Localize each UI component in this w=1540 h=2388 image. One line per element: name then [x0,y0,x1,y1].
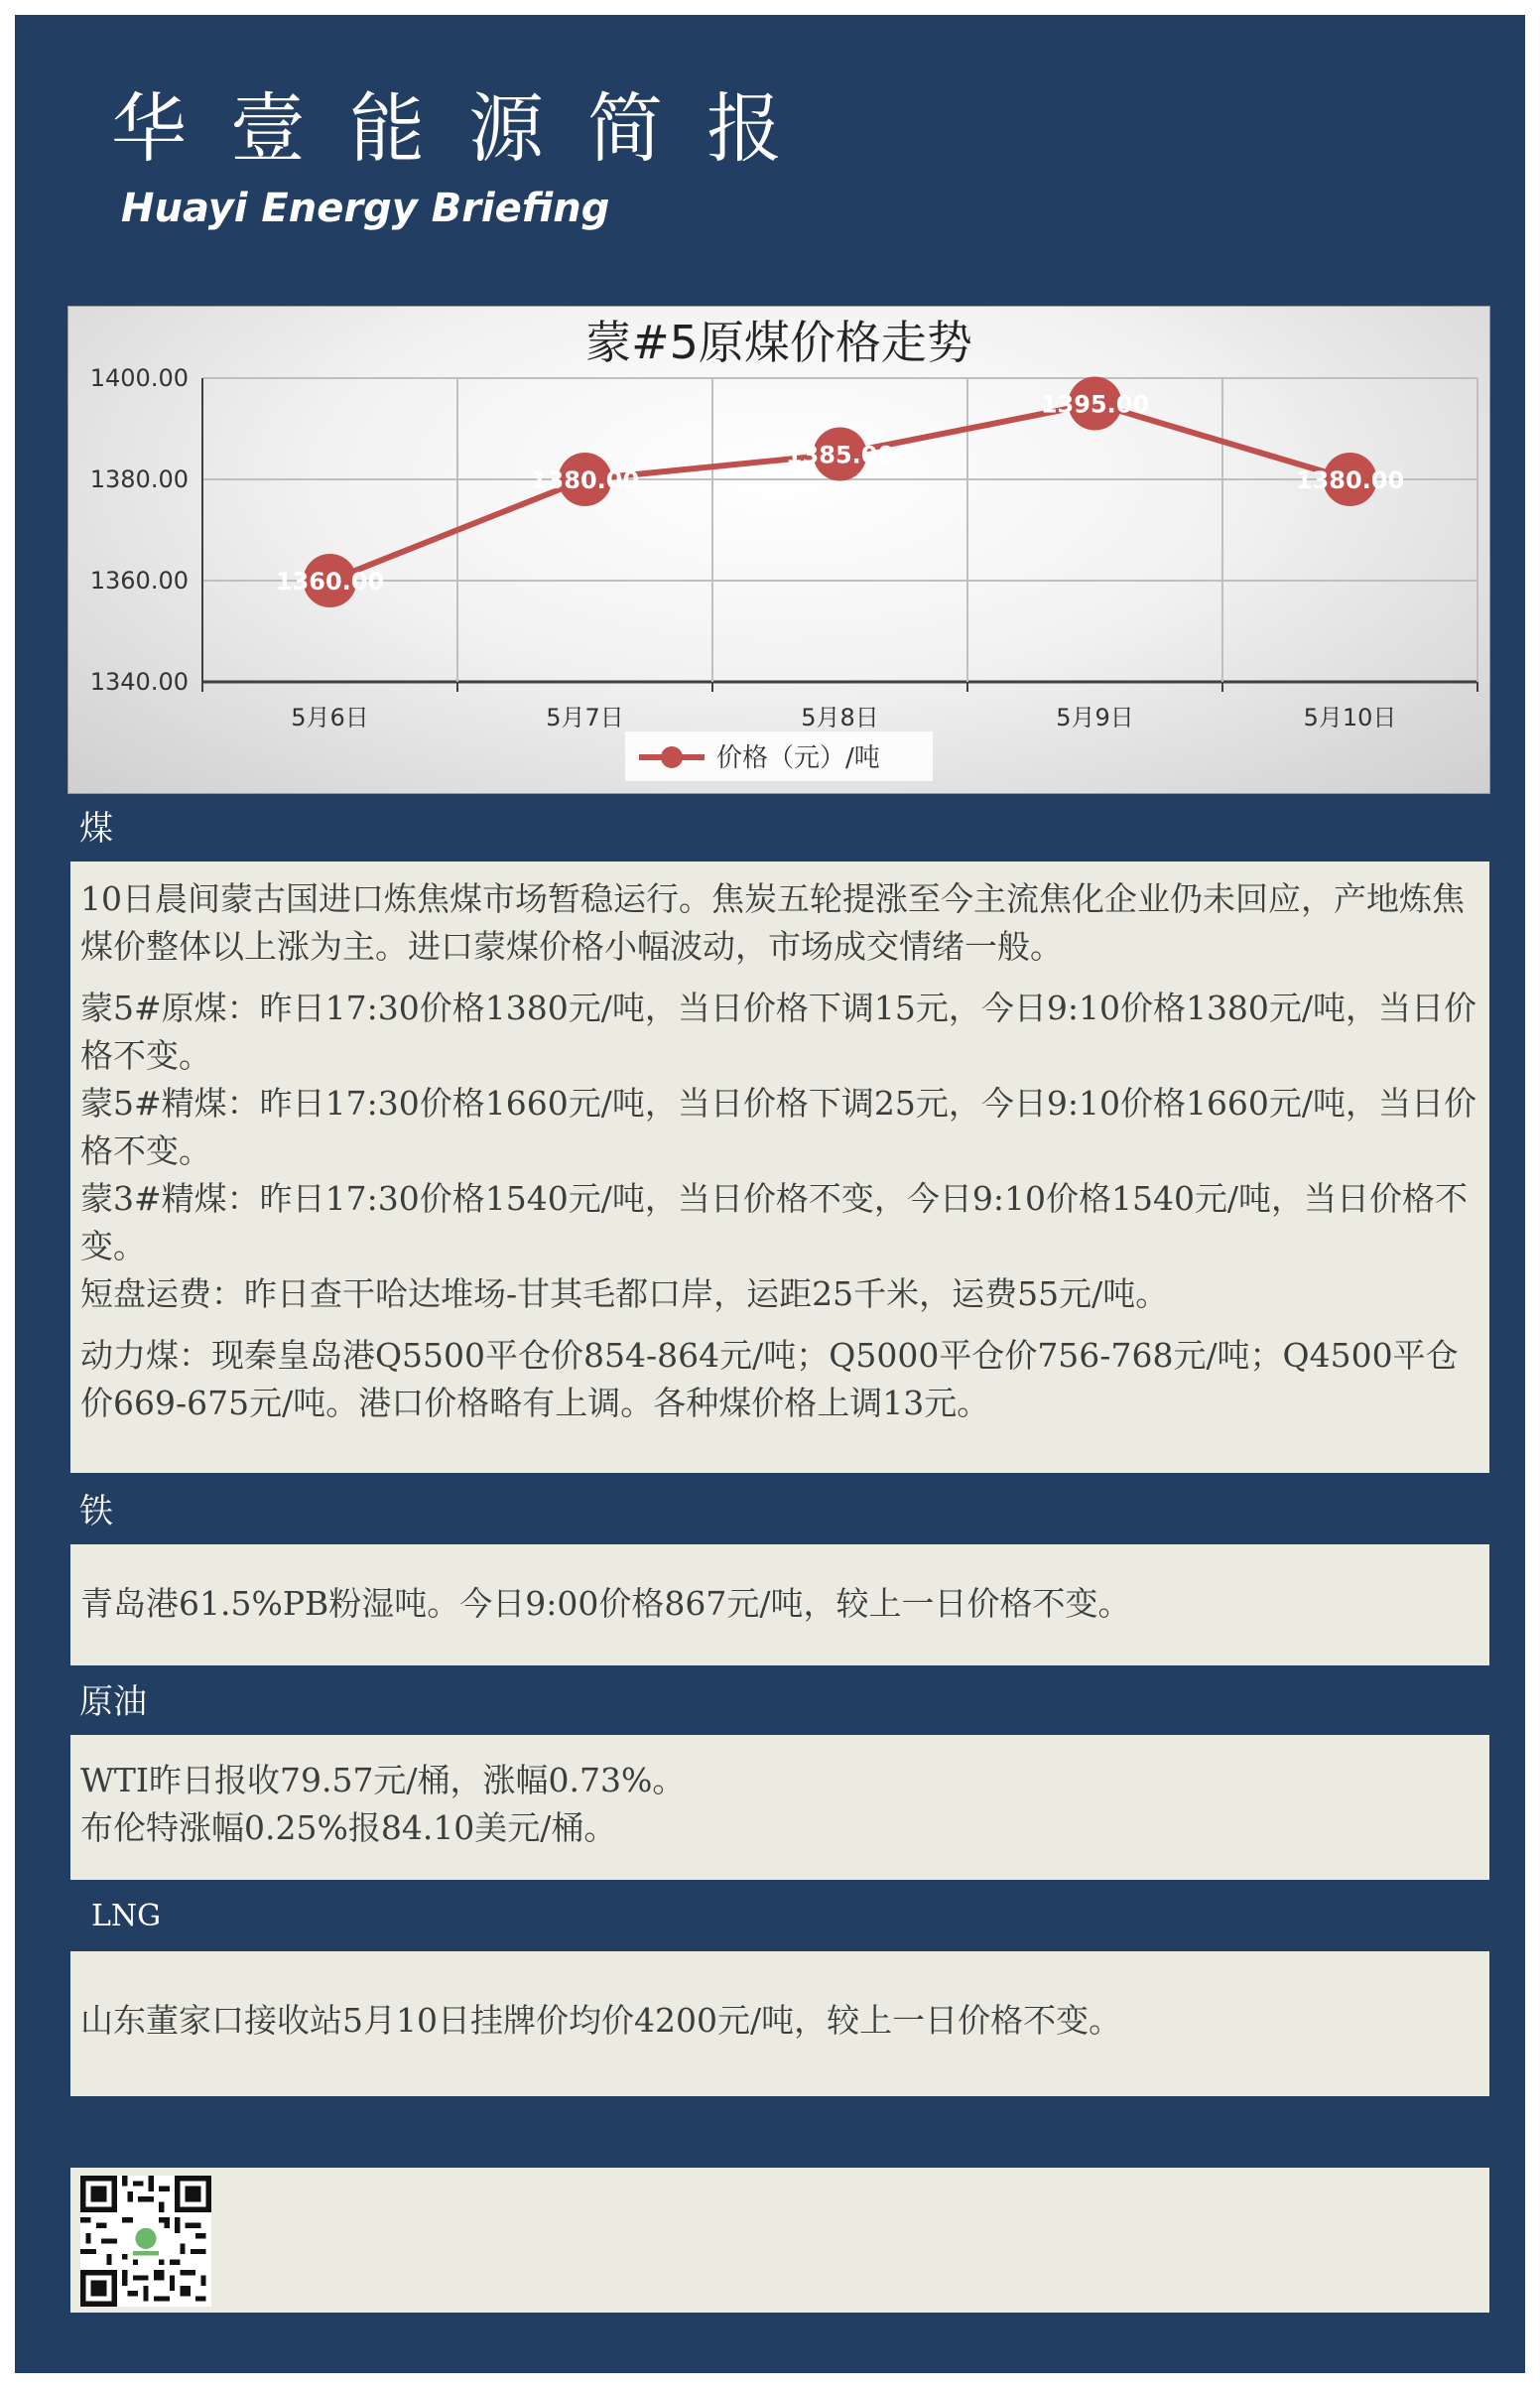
y-tick-label: 1380.00 [89,465,189,493]
qr-code-icon [80,2176,211,2307]
coal-paragraph-freight: 短盘运费：昨日查干哈达堆场-甘其毛都口岸，运距25千米，运费55元/吨。 [80,1274,1169,1313]
x-tick-label: 5月10日 [1303,704,1397,731]
lng-panel [70,1951,1489,2096]
data-label: 1380.00 [530,466,640,494]
data-label: 1360.00 [275,568,385,596]
section-label-lng: LNG [91,1899,162,1933]
section-label-coal: 煤 [79,809,113,849]
x-tick-label: 5月9日 [1056,704,1134,731]
coal-paragraph-mong5-raw: 蒙5#原煤：昨日17:30价格1380元/吨，当日价格下调15元，今日9:10价格1380元/吨，当日价格不变。 [80,989,1477,1075]
coal-paragraph-mong5-clean: 蒙5#精煤：昨日17:30价格1660元/吨，当日价格下调25元，今日9:10价格1660元/吨，当日价格不变。 [80,1084,1477,1170]
y-tick-label: 1340.00 [89,668,189,696]
iron-paragraph: 青岛港61.5%PB粉湿吨。今日9:00价格867元/吨，较上一日价格不变。 [80,1584,1131,1623]
coal-paragraph-thermal: 动力煤：现秦皇岛港Q5500平仓价854-864元/吨；Q5000平仓价756-768元/吨；Q4500平仓价669-675元/吨。港口价格略有上调。各种煤价格上调13元。 [80,1336,1459,1422]
section-label-oil: 原油 [79,1682,147,1722]
data-label: 1385.00 [785,441,895,469]
price-chart-svg [68,307,1489,793]
legend-label: 价格（元）/吨 [716,743,880,773]
price-chart [67,306,1490,794]
x-tick-label: 5月6日 [291,704,369,731]
footer-panel [70,2168,1489,2313]
data-label: 1395.00 [1040,390,1150,419]
y-tick-label: 1400.00 [89,364,189,392]
lng-paragraph: 山东董家口接收站5月10日挂牌价均价4200元/吨，较上一日价格不变。 [80,2001,1122,2040]
page-title: 华壹能源简报 [111,84,826,173]
iron-panel [70,1544,1489,1665]
data-label: 1380.00 [1295,466,1405,494]
coal-paragraph-intro: 10日晨间蒙古国进口炼焦煤市场暂稳运行。焦炭五轮提涨至今主流焦化企业仍未回应，产地炼焦煤价整体以上涨为主。进口蒙煤价格小幅波动，市场成交情绪一般。 [80,879,1465,966]
x-tick-label: 5月7日 [546,704,624,731]
y-tick-label: 1360.00 [89,567,189,595]
coal-paragraph-mong3-clean: 蒙3#精煤：昨日17:30价格1540元/吨，当日价格不变，今日9:10价格1540元/吨，当日价格不变。 [80,1179,1469,1265]
oil-paragraph-wti: WTI昨日报收79.57元/桶，涨幅0.73%。 [80,1761,686,1799]
chart-title: 蒙#5原煤价格走势 [585,316,972,369]
legend-marker [661,746,683,768]
oil-paragraph-brent: 布伦特涨幅0.25%报84.10美元/桶。 [80,1808,617,1847]
coal-panel [70,862,1489,1473]
section-label-iron: 铁 [79,1492,113,1531]
oil-panel [70,1735,1489,1880]
x-tick-label: 5月8日 [801,704,879,731]
page-subtitle: Huayi Energy Briefing [121,186,610,231]
